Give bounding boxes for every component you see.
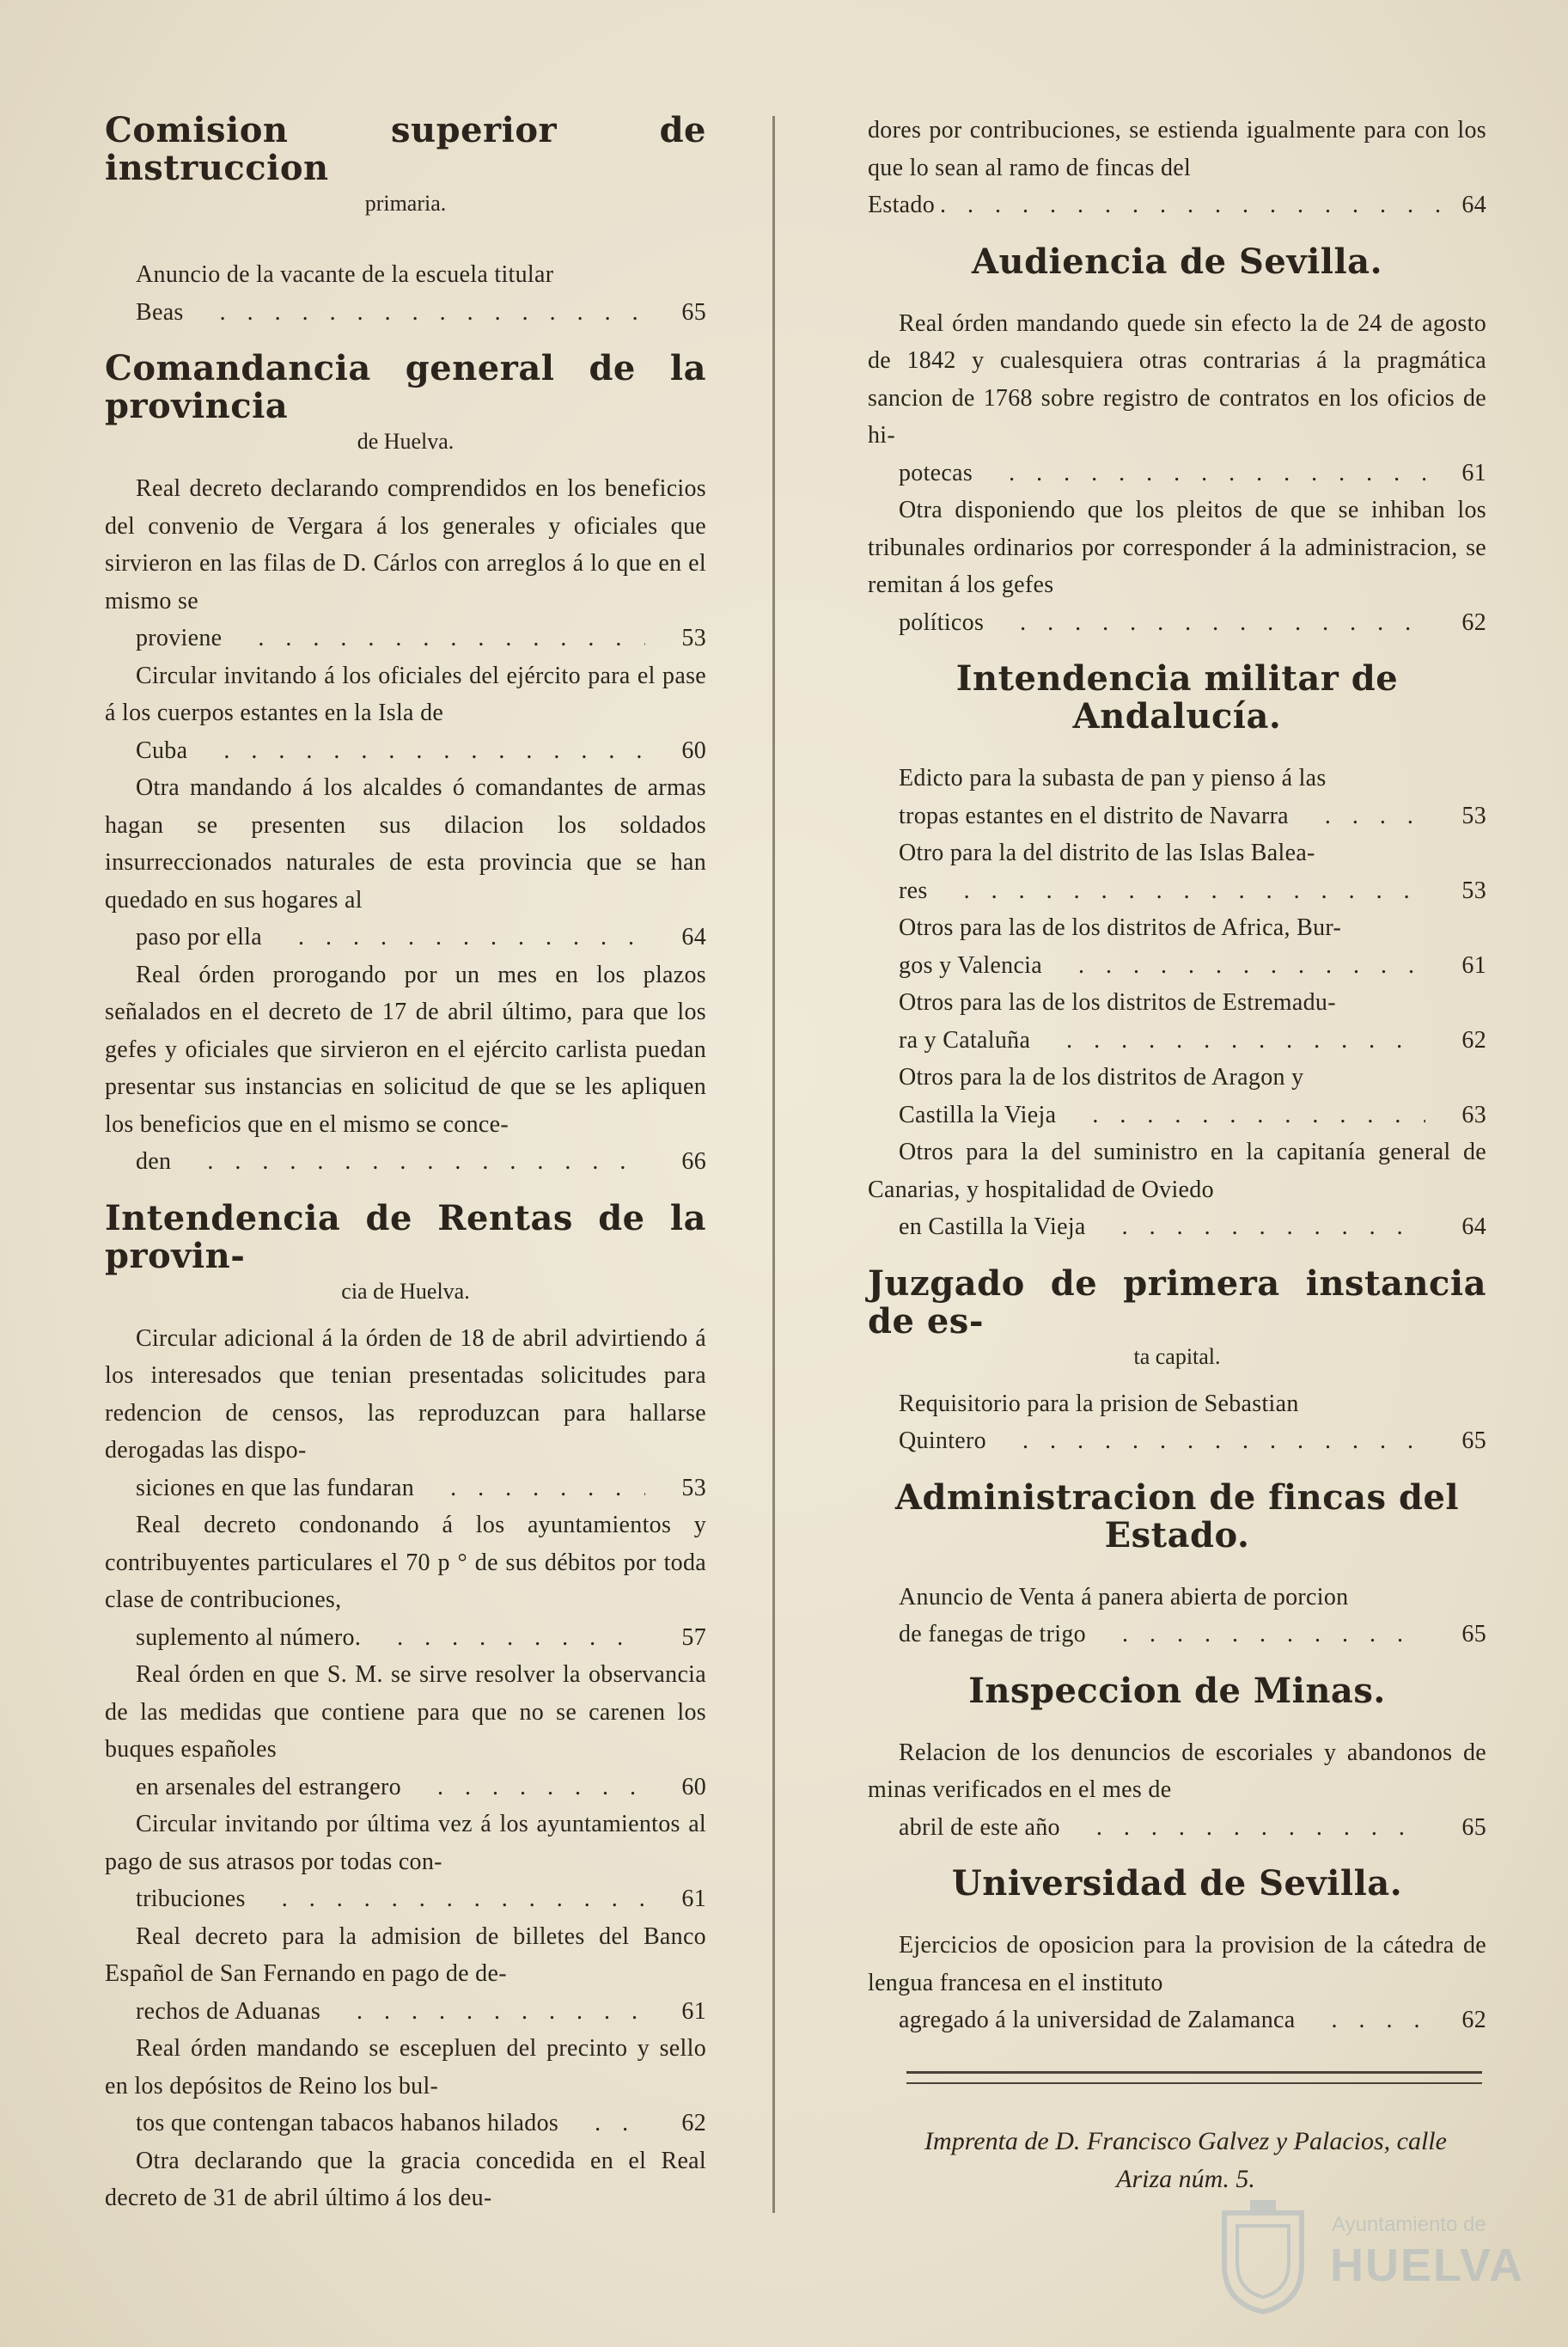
footer-double-rule xyxy=(906,2071,1482,2084)
index-entry: Edicto para la subasta de pan y pienso á las tropas estantes en el distrito de Navarra . . . 53 xyxy=(868,760,1486,834)
section-title: Intendencia militar de Andalucía. xyxy=(955,658,1399,736)
section-subtitle: cia de Huelva. xyxy=(341,1278,470,1304)
page-number: 53 xyxy=(681,1474,706,1501)
section-subtitle: de Huelva. xyxy=(357,429,455,454)
section-subtitle: primaria. xyxy=(364,191,447,216)
page-number: 53 xyxy=(1461,877,1486,904)
section-title: Comandancia general de la provincia xyxy=(105,348,706,426)
section-title: Inspeccion de Minas. xyxy=(968,1670,1386,1711)
printer-imprint: Imprenta de D. Francisco Galvez y Palacios, calle Ariza núm. 5. xyxy=(924,2127,1447,2193)
section-comision-instruccion xyxy=(105,112,706,331)
index-entry: Real decreto declarando comprendidos en los beneficios del convenio de Vergara á los generales y oficiales que sirvieron en las filas de D. Cárlos con arreglos á lo que en el mismo se proviene . . . 53 xyxy=(105,470,706,657)
archive-watermark xyxy=(1211,2196,1555,2325)
page-number: 65 xyxy=(681,298,706,326)
page-number: 65 xyxy=(1461,1427,1486,1454)
section-title: Intendencia de Rentas de la provin- xyxy=(105,1197,706,1276)
section-title: Universidad de Sevilla. xyxy=(951,1863,1403,1904)
index-entry: Anuncio de Venta á panera abierta de porcion de fanegas de trigo . . . 65 xyxy=(868,1579,1486,1653)
index-entry: Requisitorio para la prision de Sebastian Quintero . . . 65 xyxy=(868,1385,1486,1460)
page-number: 62 xyxy=(1461,2007,1486,2033)
page-number: 65 xyxy=(1461,1813,1486,1841)
index-entry: Otra declarando que la gracia concedida en el Real decreto de 31 de abril último á los deu- xyxy=(105,2147,706,2211)
section-title: Administracion de fincas del Estado. xyxy=(894,1476,1460,1555)
page-number: 53 xyxy=(681,625,706,651)
section-administracion-fincas xyxy=(868,1476,1486,1653)
index-entry: Otra mandando á los alcaldes ó comandantes de armas hagan se presenten sus dilacion los soldados insurreccionados naturales de esta provincia que se han quedado en sus hogares al paso por ella . . . 64 xyxy=(105,769,706,957)
index-entry: Real órden en que S. M. se sirve resolver la observancia de las medidas que contiene para que no se carenen los buques españoles en arsenales del estrangero . . . 60 xyxy=(105,1656,706,1806)
section-intendencia-militar xyxy=(868,660,1486,1246)
section-title: Juzgado de primera instancia de es- xyxy=(868,1262,1486,1342)
index-entry: Ejercicios de oposicion para la provision de la cátedra de lengua francesa en el instituto agregado á la universidad de Zalamanca . . . 62 xyxy=(868,1927,1486,2039)
section-inspeccion-minas xyxy=(868,1672,1486,1847)
page-number: 62 xyxy=(1461,1026,1486,1054)
page-number: 57 xyxy=(681,1623,706,1651)
page-number: 62 xyxy=(1461,608,1486,636)
section-juzgado-primera-instancia xyxy=(868,1262,1486,1460)
watermark-line1: Ayuntamiento de xyxy=(1332,2213,1486,2236)
index-entry: Relacion de los denuncios de escoriales y abandonos de minas verificados en el mes de abril de este año . . . 65 xyxy=(868,1734,1486,1847)
index-entry: Otros para las de los distritos de Estremadu- ra y Cataluña . . . 62 xyxy=(868,984,1486,1059)
index-entry: Otro para la del distrito de las Islas Balea- res . . . 53 xyxy=(868,834,1486,909)
section-universidad-sevilla xyxy=(868,1865,1486,2039)
section-audiencia-sevilla xyxy=(868,243,1486,642)
index-entry: Real órden prorogando por un mes en los plazos señalados en el decreto de 17 de abril último, para que los gefes y oficiales que sirvieron en el ejército carlista puedan presentar sus instancias en solicitud de que se les apliquen los beneficios que en el mismo se conce- den . . . 66 xyxy=(105,957,706,1181)
index-entry: Real órden mandando se escepluen del precinto y sello en los depósitos de Reino los bul- tos que contengan tabacos habanos hilados . . . 62 xyxy=(105,2030,706,2142)
index-entry: Otros para las de los distritos de Africa, Bur- gos y Valencia . . . 61 xyxy=(868,909,1486,984)
index-entry: Anuncio de la vacante de la escuela titular Beas . . . 65 xyxy=(105,256,706,331)
page-number: 64 xyxy=(681,924,706,950)
index-entry: Circular adicional á la órden de 18 de abril advirtiendo á los interesados que tenian presentadas solicitudes para redencion de censos, las reproduzcan para hallarse derogadas las dispo- siciones en que las fundaran . . . 53 xyxy=(105,1320,706,1507)
page-number: 61 xyxy=(681,1997,706,2025)
page-number: 64 xyxy=(1461,1213,1486,1240)
section-comandancia-general xyxy=(105,350,706,1181)
index-entry: Circular invitando por última vez á los ayuntamientos al pago de sus atrasos por todas con- tribuciones . . . 61 xyxy=(105,1806,706,1918)
index-entry: Real decreto para la admision de billetes del Banco Español de San Fernando en pago de de- rechos de Aduanas . . . 61 xyxy=(105,1918,706,2031)
index-entry: Real decreto condonando á los ayuntamientos y contribuyentes particulares el 70 p ° de sus débitos por toda clase de contribuciones, suplemento al número. . . . 57 xyxy=(105,1507,706,1656)
section-subtitle: ta capital. xyxy=(1133,1343,1221,1369)
index-entry: Otros para la de los distritos de Aragon y Castilla la Vieja . . . 63 xyxy=(868,1059,1486,1134)
page-number: 61 xyxy=(1461,951,1486,979)
index-entry: Otra disponiendo que los pleitos de que se inhiban los tribunales ordinarios por corresponder á la administracion, se remitan á los gefes políticos . . . 62 xyxy=(868,492,1486,641)
left-column xyxy=(105,112,706,2236)
continued-entry xyxy=(868,112,1486,224)
page-number: 61 xyxy=(681,1886,706,1912)
section-intendencia-rentas xyxy=(105,1197,706,2217)
index-entry: dores por contribuciones, se estienda igualmente para con los que lo sean al ramo de fincas del Estado . . . 64 xyxy=(868,112,1486,224)
index-entry: Real órden mandando quede sin efecto la de 24 de agosto de 1842 y cualesquiera otras contrarias á la pragmática sancion de 1768 sobre registro de contratos en los oficios de hi- potecas . . . 61 xyxy=(868,305,1486,492)
section-title: Comision superior de instruccion xyxy=(105,110,706,188)
page-number: 64 xyxy=(1461,192,1486,218)
right-column xyxy=(868,112,1486,2058)
index-entry: Otros para la del suministro en la capitanía general de Canarias, y hospitalidad de Oviedo en Castilla la Vieja . . . 64 xyxy=(868,1134,1486,1246)
crest-icon xyxy=(1211,2196,1315,2316)
page-number: 61 xyxy=(1461,459,1486,486)
section-title: Audiencia de Sevilla. xyxy=(971,241,1383,282)
page-number: 53 xyxy=(1461,802,1486,829)
page-number: 63 xyxy=(1461,1101,1486,1128)
watermark-line2: HUELVA xyxy=(1330,2240,1524,2291)
column-divider xyxy=(772,116,775,2213)
page-number: 66 xyxy=(681,1148,706,1175)
page-number: 65 xyxy=(1461,1621,1486,1647)
page-number: 60 xyxy=(681,1773,706,1800)
index-entry: Circular invitando á los oficiales del ejército para el pase á los cuerpos estantes en la Isla de Cuba . . . 60 xyxy=(105,657,706,770)
page-number: 60 xyxy=(681,736,706,764)
page-number: 62 xyxy=(681,2110,706,2136)
